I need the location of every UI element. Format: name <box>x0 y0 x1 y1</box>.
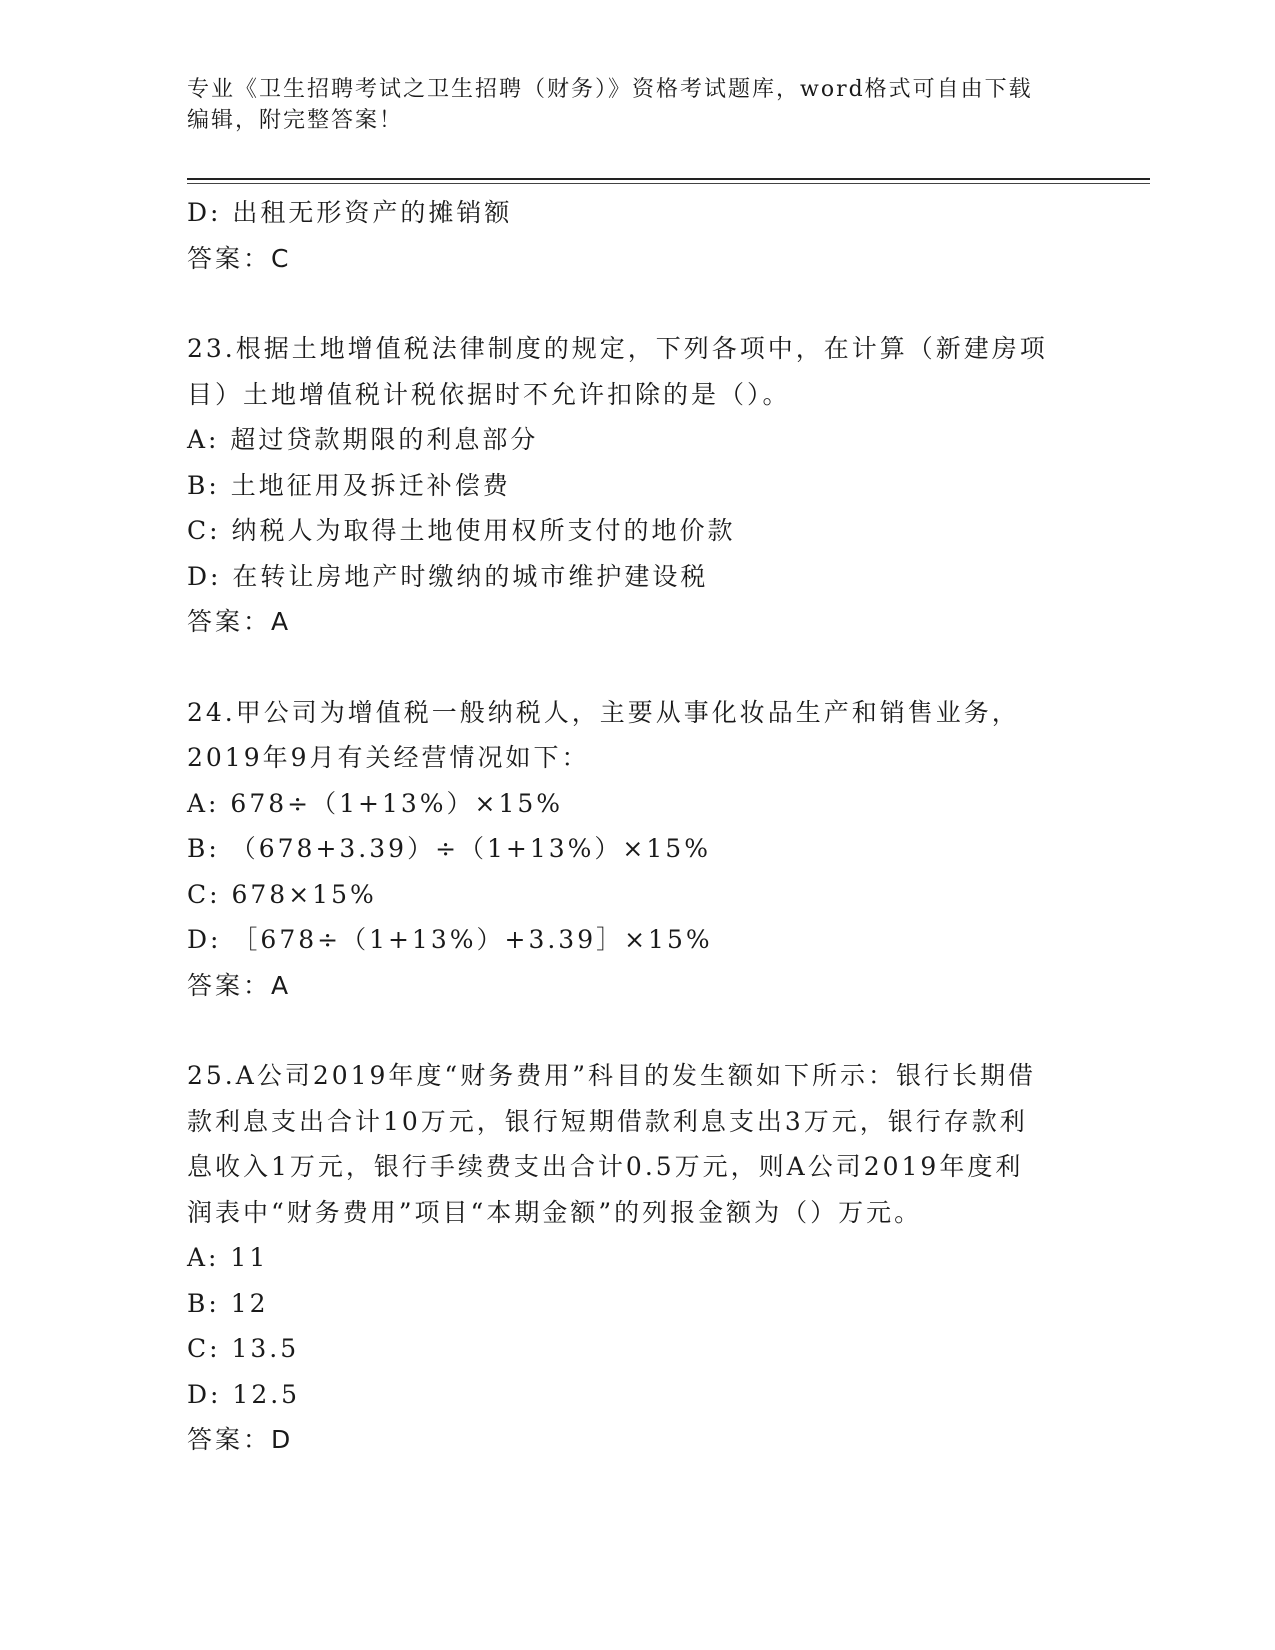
option-c: C: 678×15% <box>187 879 377 909</box>
carry-over-block <box>187 190 1087 281</box>
option-b: B: （678+3.39）÷（1+13%）×15% <box>187 834 711 863</box>
question-text-line: 款利息支出合计10万元，银行短期借款利息支出3万元，银行存款利 <box>187 1106 1028 1136</box>
answer-line: 答案：C <box>187 243 292 273</box>
option-a: A: 678÷（1+13%）×15% <box>187 788 564 818</box>
document-body <box>187 190 1087 1463</box>
question-24 <box>187 690 1087 1009</box>
header-line-2: 编辑，附完整答案！ <box>187 108 404 133</box>
spacer <box>187 645 1087 690</box>
spacer <box>187 281 1087 326</box>
question-text-line: 息收入1万元，银行手续费支出合计0.5万元，则A公司2019年度利 <box>187 1152 1024 1181</box>
option-a: A: 超过贷款期限的利息部分 <box>187 425 539 454</box>
option-b: B: 土地征用及拆迁补偿费 <box>187 470 511 500</box>
question-text-line: 23.根据土地增值税法律制度的规定，下列各项中，在计算（新建房项 <box>187 334 1048 363</box>
option-d: D: 出租无形资产的摊销额 <box>187 198 513 227</box>
document-header <box>187 74 1067 136</box>
header-line-1: 专业《卫生招聘考试之卫生招聘（财务）》资格考试题库，word格式可自由下载 <box>187 77 1033 102</box>
answer-line: 答案：A <box>187 607 292 636</box>
header-divider-thick <box>187 178 1150 180</box>
option-d: D: 12.5 <box>187 1379 301 1409</box>
option-c: C: 13.5 <box>187 1334 300 1363</box>
question-text-line: 24.甲公司为增值税一般纳税人，主要从事化妆品生产和销售业务， <box>187 697 1020 727</box>
spacer <box>187 1008 1087 1053</box>
question-text-line: 目）土地增值税计税依据时不允许扣除的是（）。 <box>187 379 791 409</box>
question-text-line: 2019年9月有关经营情况如下： <box>187 743 590 772</box>
question-text-line: 25.A公司2019年度“财务费用”科目的发生额如下所示：银行长期借 <box>187 1061 1036 1090</box>
answer-line: 答案：A <box>187 970 292 1000</box>
option-d: D: ［678÷（1+13%）+3.39］×15% <box>187 925 713 954</box>
answer-line: 答案：D <box>187 1425 294 1454</box>
question-text-line: 润表中“财务费用”项目“本期金额”的列报金额为（）万元。 <box>187 1197 923 1227</box>
question-25 <box>187 1053 1087 1463</box>
header-divider-thin <box>187 183 1150 184</box>
option-a: A: 11 <box>187 1243 269 1272</box>
question-23 <box>187 326 1087 645</box>
option-c: C: 纳税人为取得土地使用权所支付的地价款 <box>187 516 736 545</box>
option-d: D: 在转让房地产时缴纳的城市维护建设税 <box>187 561 709 591</box>
option-b: B: 12 <box>187 1288 269 1318</box>
